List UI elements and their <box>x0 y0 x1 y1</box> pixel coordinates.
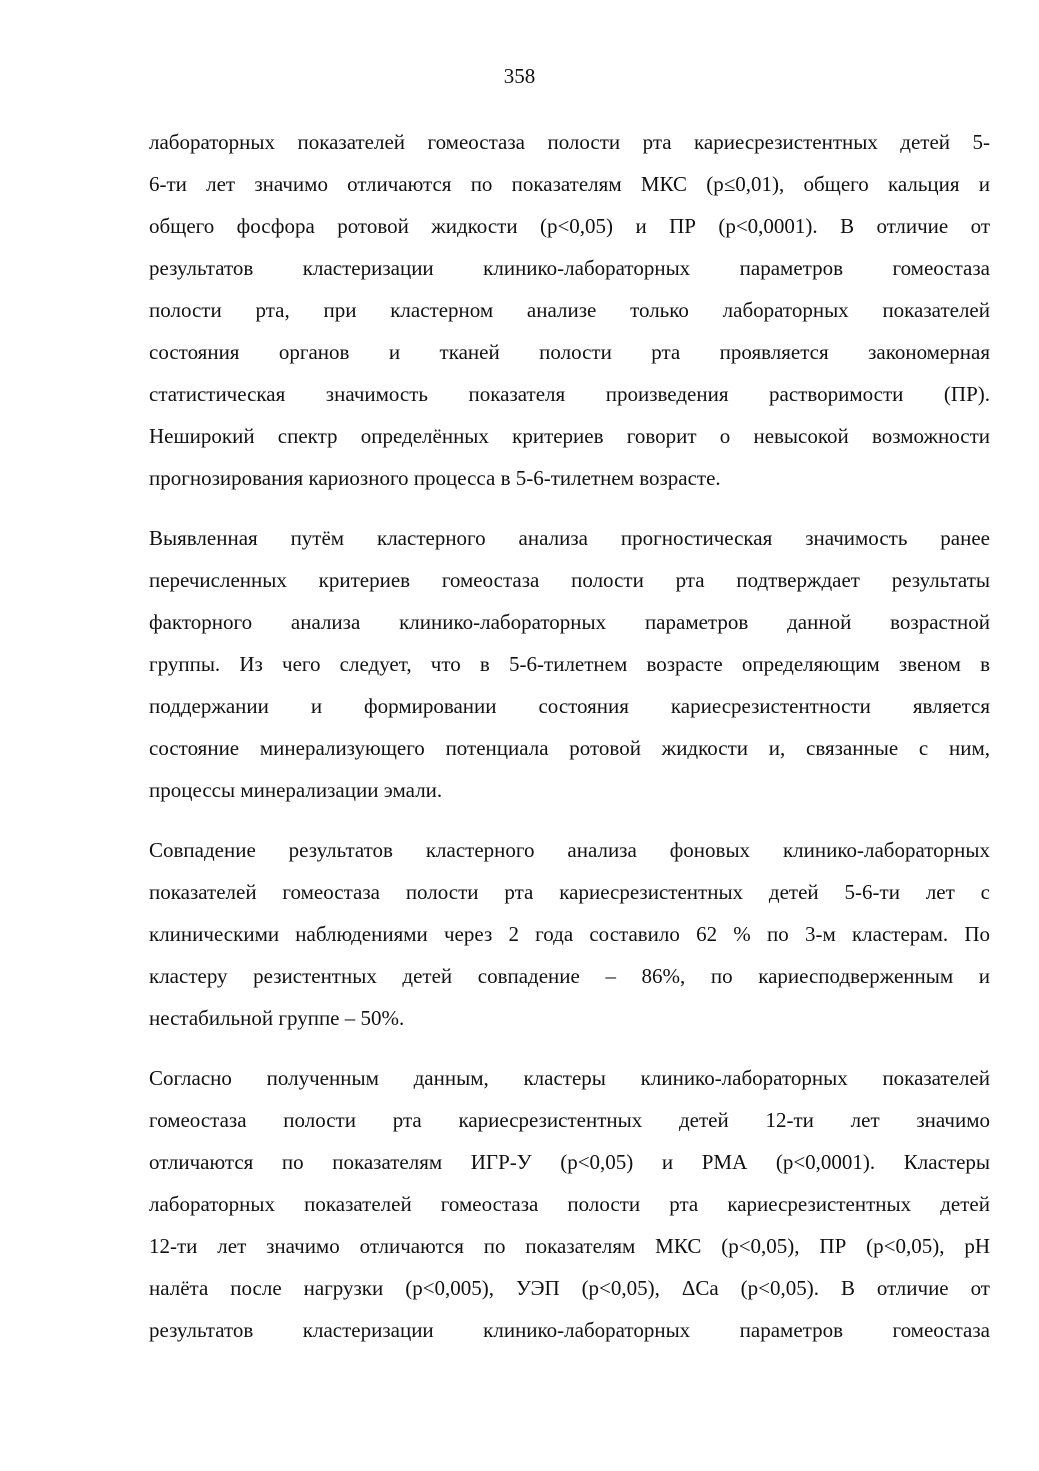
text-line: лабораторных показателей гомеостаза полости рта кариесрезистентных детей <box>149 1192 990 1216</box>
paragraph-spacer <box>149 1039 990 1057</box>
text-line: отличаются по показателям ИГР-У (p<0,05) и РМА (p<0,0001). Кластеры <box>149 1150 990 1174</box>
text-line: состояние минерализующего потенциала ротовой жидкости и, связанные с ним, <box>149 736 990 760</box>
paragraph-spacer <box>149 499 990 517</box>
text-line: результатов кластеризации клинико-лабораторных параметров гомеостаза <box>149 1318 990 1342</box>
text-line: результатов кластеризации клинико-лабораторных параметров гомеостаза <box>149 256 990 280</box>
paragraph-1 <box>149 121 990 499</box>
text-line: Совпадение результатов кластерного анализа фоновых клинико-лабораторных <box>149 838 990 862</box>
paragraph-spacer <box>149 811 990 829</box>
text-line: группы. Из чего следует, что в 5-6-тилетнем возрасте определяющим звеном в <box>149 652 990 676</box>
page-number: 358 <box>503 64 536 88</box>
document-body <box>149 121 990 1351</box>
paragraph-4 <box>149 1057 990 1351</box>
text-line: налёта после нагрузки (p<0,005), УЭП (p<0,05), ΔCa (p<0,05). В отличие от <box>149 1276 990 1300</box>
text-line: статистическая значимость показателя произведения растворимости (ПР). <box>149 382 990 406</box>
text-line: 12-ти лет значимо отличаются по показателям МКС (p<0,05), ПР (p<0,05), pH <box>149 1234 990 1258</box>
text-line: поддержании и формировании состояния кариесрезистентности является <box>149 694 990 718</box>
text-line: Выявленная путём кластерного анализа прогностическая значимость ранее <box>149 526 990 550</box>
text-line: процессы минерализации эмали. <box>149 778 443 802</box>
text-line: общего фосфора ротовой жидкости (p<0,05) и ПР (p<0,0001). В отличие от <box>149 214 990 238</box>
text-line: состояния органов и тканей полости рта проявляется закономерная <box>149 340 990 364</box>
text-line: Согласно полученным данным, кластеры клинико-лабораторных показателей <box>149 1066 990 1090</box>
paragraph-3 <box>149 829 990 1039</box>
text-line: 6-ти лет значимо отличаются по показателям МКС (p≤0,01), общего кальция и <box>149 172 990 196</box>
text-line: Неширокий спектр определённых критериев говорит о невысокой возможности <box>149 424 990 448</box>
text-line: факторного анализа клинико-лабораторных параметров данной возрастной <box>149 610 990 634</box>
paragraph-2 <box>149 517 990 811</box>
text-line: лабораторных показателей гомеостаза полости рта кариесрезистентных детей 5- <box>149 130 990 154</box>
text-line: показателей гомеостаза полости рта кариесрезистентных детей 5-6-ти лет с <box>149 880 990 904</box>
text-line: нестабильной группе – 50%. <box>149 1006 405 1030</box>
text-line: клиническими наблюдениями через 2 года составило 62 % по 3-м кластерам. По <box>149 922 990 946</box>
text-line: перечисленных критериев гомеостаза полости рта подтверждает результаты <box>149 568 990 592</box>
text-line: прогнозирования кариозного процесса в 5-6-тилетнем возрасте. <box>149 466 721 490</box>
text-line: кластеру резистентных детей совпадение – 86%, по кариесподверженным и <box>149 964 990 988</box>
text-line: полости рта, при кластерном анализе только лабораторных показателей <box>149 298 990 322</box>
text-line: гомеостаза полости рта кариесрезистентных детей 12-ти лет значимо <box>149 1108 990 1132</box>
